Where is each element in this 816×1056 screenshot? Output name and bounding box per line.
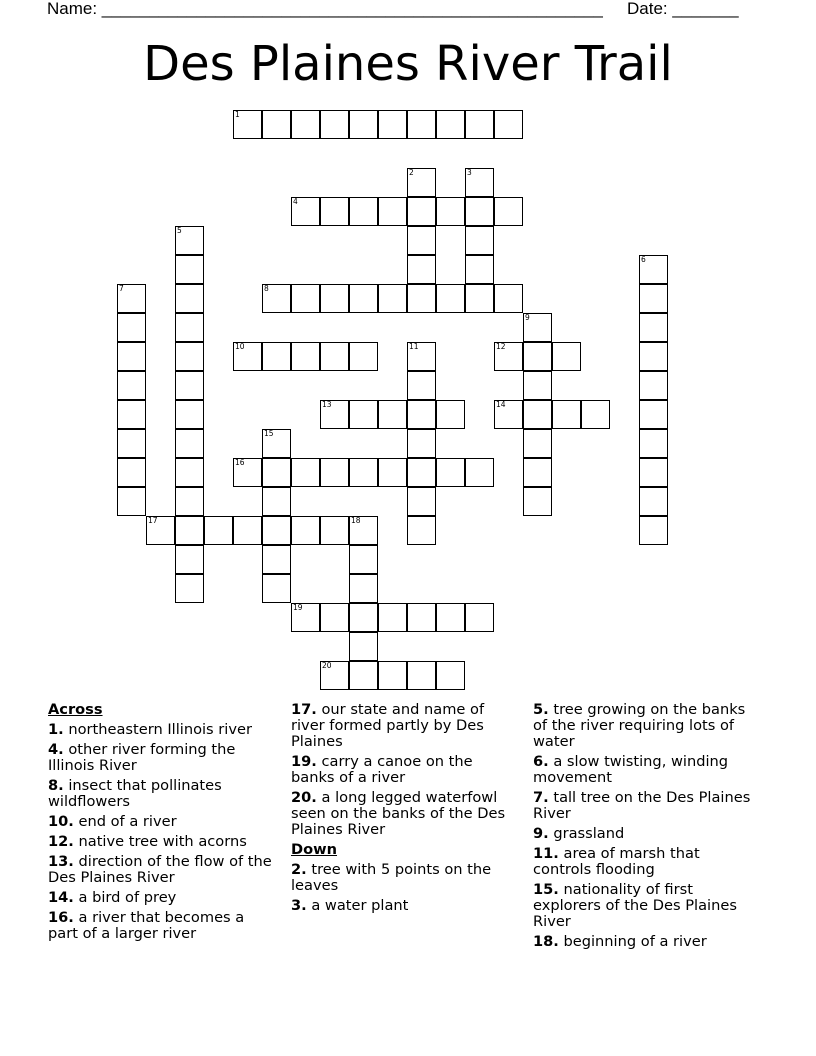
clue-text: insect that pollinates wildflowers [48,777,222,810]
grid-cell[interactable] [320,603,349,632]
clue-number: 13. [48,853,74,870]
grid-cell[interactable] [465,284,494,313]
grid-cell[interactable] [378,197,407,226]
grid-cell[interactable] [407,429,436,458]
across-clue [48,742,272,774]
grid-cell[interactable] [407,371,436,400]
across-clue [48,722,272,738]
clue-text: carry a canoe on the banks of a river [291,753,473,786]
clue-text: a slow twisting, winding movement [533,753,729,786]
grid-cell[interactable] [639,400,668,429]
across-clue [48,910,272,942]
clue-number: 6. [533,753,549,770]
clue-number: 2. [291,861,307,878]
grid-cell[interactable] [407,284,436,313]
clue-number-label: 5 [177,226,182,235]
down-clue [533,702,761,750]
down-clue-list [291,862,515,914]
grid-cell[interactable] [378,458,407,487]
down-clue [291,898,515,914]
grid-cell[interactable] [639,342,668,371]
clue-column-1 [48,702,272,946]
clue-number: 20. [291,789,317,806]
grid-cell[interactable] [407,661,436,690]
clue-number-label: 2 [409,168,414,177]
grid-cell[interactable] [320,197,349,226]
clue-number-label: 1 [235,110,240,119]
clue-number-label: 11 [409,342,419,351]
across-clue [48,854,272,886]
grid-cell[interactable] [523,458,552,487]
grid-cell[interactable] [175,545,204,574]
clue-text: our state and name of river formed partly by Des Plaines [291,701,485,750]
grid-cell[interactable] [378,400,407,429]
grid-cell[interactable] [465,255,494,284]
grid-cell[interactable] [378,284,407,313]
grid-cell[interactable] [523,487,552,516]
clue-column-3 [533,702,761,954]
grid-cell[interactable] [639,313,668,342]
grid-cell[interactable] [465,603,494,632]
down-heading: Down [291,841,338,858]
clue-number: 5. [533,701,549,718]
down-clue-list-continued [533,702,761,950]
across-clue [291,702,515,750]
grid-cell[interactable] [175,487,204,516]
grid-cell[interactable] [117,400,146,429]
grid-cell[interactable] [117,458,146,487]
grid-cell[interactable] [436,603,465,632]
clue-text: tree growing on the banks of the river requiring lots of water [533,701,746,750]
grid-cell[interactable] [349,342,378,371]
across-clue-list [48,722,272,942]
grid-cell[interactable] [552,400,581,429]
grid-cell[interactable] [117,342,146,371]
grid-cell[interactable] [117,487,146,516]
grid-cell[interactable] [407,458,436,487]
grid-cell[interactable] [175,574,204,603]
grid-cell[interactable] [262,110,291,139]
across-heading: Across [48,701,103,718]
grid-cell[interactable] [175,284,204,313]
grid-cell[interactable] [262,487,291,516]
grid-cell[interactable] [117,313,146,342]
clue-number-label: 7 [119,284,124,293]
clue-number: 12. [48,833,74,850]
grid-cell[interactable] [175,342,204,371]
grid-cell[interactable] [349,661,378,690]
grid-cell[interactable] [436,400,465,429]
clue-text: tall tree on the Des Plaines River [533,789,751,822]
grid-cell[interactable] [407,197,436,226]
clue-number: 17. [291,701,317,718]
grid-cell[interactable] [436,197,465,226]
down-clue [533,882,761,930]
clue-number: 8. [48,777,64,794]
grid-cell[interactable] [494,110,523,139]
clue-number-label: 12 [496,342,506,351]
grid-cell[interactable] [581,400,610,429]
clue-number: 10. [48,813,74,830]
grid-cell[interactable] [175,458,204,487]
clue-text: a water plant [306,897,409,914]
grid-cell[interactable] [639,429,668,458]
across-clue [48,814,272,830]
grid-cell[interactable] [349,400,378,429]
grid-cell[interactable] [262,516,291,545]
grid-cell[interactable] [262,342,291,371]
grid-cell[interactable] [436,661,465,690]
grid-cell[interactable] [291,342,320,371]
grid-cell[interactable] [523,342,552,371]
grid-cell[interactable] [639,458,668,487]
grid-cell[interactable] [117,429,146,458]
grid-cell[interactable] [233,516,262,545]
down-clue [533,846,761,878]
down-clue [533,826,761,842]
grid-cell[interactable] [320,458,349,487]
grid-cell[interactable] [175,400,204,429]
grid-cell[interactable] [175,516,204,545]
grid-cell[interactable] [407,255,436,284]
clue-number-label: 17 [148,516,158,525]
clue-text: native tree with acorns [73,833,247,850]
grid-cell[interactable] [407,487,436,516]
clue-number-label: 3 [467,168,472,177]
grid-cell[interactable] [378,110,407,139]
clue-text: beginning of a river [558,933,707,950]
across-clue [291,754,515,786]
grid-cell[interactable] [523,429,552,458]
clue-text: area of marsh that controls flooding [533,845,700,878]
grid-cell[interactable] [320,516,349,545]
grid-cell[interactable] [175,429,204,458]
grid-cell[interactable] [407,110,436,139]
grid-cell[interactable] [175,313,204,342]
clue-text: a long legged waterfowl seen on the banks of the Des Plaines River [291,789,506,838]
grid-cell[interactable] [407,516,436,545]
grid-cell[interactable] [291,110,320,139]
clue-number-label: 6 [641,255,646,264]
down-clue [291,862,515,894]
clue-text: end of a river [73,813,177,830]
grid-cell[interactable] [552,342,581,371]
clue-number-label: 18 [351,516,361,525]
grid-cell[interactable] [175,371,204,400]
clue-text: tree with 5 points on the leaves [291,861,492,894]
clue-number: 1. [48,721,64,738]
clue-number: 4. [48,741,64,758]
across-clue [48,890,272,906]
down-clue [533,934,761,950]
grid-cell[interactable] [523,371,552,400]
across-clue [291,790,515,838]
grid-cell[interactable] [407,603,436,632]
grid-cell[interactable] [349,632,378,661]
grid-cell[interactable] [407,400,436,429]
grid-cell[interactable] [639,371,668,400]
clue-number-label: 9 [525,313,530,322]
clue-number-label: 15 [264,429,274,438]
grid-cell[interactable] [349,545,378,574]
name-field-label[interactable]: Name: _____________________________________________________ [47,0,603,18]
across-clue [48,778,272,810]
grid-cell[interactable] [494,197,523,226]
grid-cell[interactable] [291,516,320,545]
clue-text: other river forming the Illinois River [48,741,236,774]
grid-cell[interactable] [262,574,291,603]
grid-cell[interactable] [436,458,465,487]
grid-cell[interactable] [378,603,407,632]
grid-cell[interactable] [262,545,291,574]
grid-cell[interactable] [494,284,523,313]
grid-cell[interactable] [349,110,378,139]
grid-cell[interactable] [349,284,378,313]
clue-number-label: 14 [496,400,506,409]
grid-cell[interactable] [436,110,465,139]
grid-cell[interactable] [465,110,494,139]
clue-number-label: 8 [264,284,269,293]
clue-number-label: 10 [235,342,245,351]
clue-number-label: 16 [235,458,245,467]
down-clue [533,754,761,786]
grid-cell[interactable] [262,458,291,487]
grid-cell[interactable] [436,284,465,313]
clue-number: 7. [533,789,549,806]
clue-number-label: 13 [322,400,332,409]
grid-cell[interactable] [117,371,146,400]
grid-cell[interactable] [639,284,668,313]
clue-text: a river that becomes a part of a larger river [48,909,245,942]
grid-cell[interactable] [349,458,378,487]
grid-cell[interactable] [349,603,378,632]
clue-text: northeastern Illinois river [63,721,252,738]
date-field-label[interactable]: Date: _______ [627,0,739,18]
across-clue [48,834,272,850]
clue-text: grassland [548,825,625,842]
across-clue-list-continued [291,702,515,838]
clue-column-2 [291,702,515,918]
clue-text: direction of the flow of the Des Plaines River [48,853,272,886]
grid-cell[interactable] [639,487,668,516]
clue-number: 18. [533,933,559,950]
grid-cell[interactable] [465,197,494,226]
grid-cell[interactable] [175,255,204,284]
clue-text: a bird of prey [73,889,177,906]
grid-cell[interactable] [320,342,349,371]
grid-cell[interactable] [639,516,668,545]
grid-cell[interactable] [320,110,349,139]
grid-cell[interactable] [291,284,320,313]
clue-number-label: 19 [293,603,303,612]
clue-number-label: 4 [293,197,298,206]
grid-cell[interactable] [320,284,349,313]
grid-cell[interactable] [378,661,407,690]
clue-number: 3. [291,897,307,914]
clue-text: nationality of first explorers of the Des Plaines River [533,881,737,930]
clue-number-label: 20 [322,661,332,670]
clue-number: 16. [48,909,74,926]
puzzle-title: Des Plaines River Trail [143,36,673,92]
clue-number: 19. [291,753,317,770]
grid-cell[interactable] [349,574,378,603]
grid-cell[interactable] [204,516,233,545]
grid-cell[interactable] [523,400,552,429]
clue-number: 11. [533,845,559,862]
clue-number: 14. [48,889,74,906]
clue-number: 15. [533,881,559,898]
down-clue [533,790,761,822]
grid-cell[interactable] [465,458,494,487]
grid-cell[interactable] [407,226,436,255]
grid-cell[interactable] [349,197,378,226]
grid-cell[interactable] [291,458,320,487]
grid-cell[interactable] [465,226,494,255]
clue-number: 9. [533,825,549,842]
